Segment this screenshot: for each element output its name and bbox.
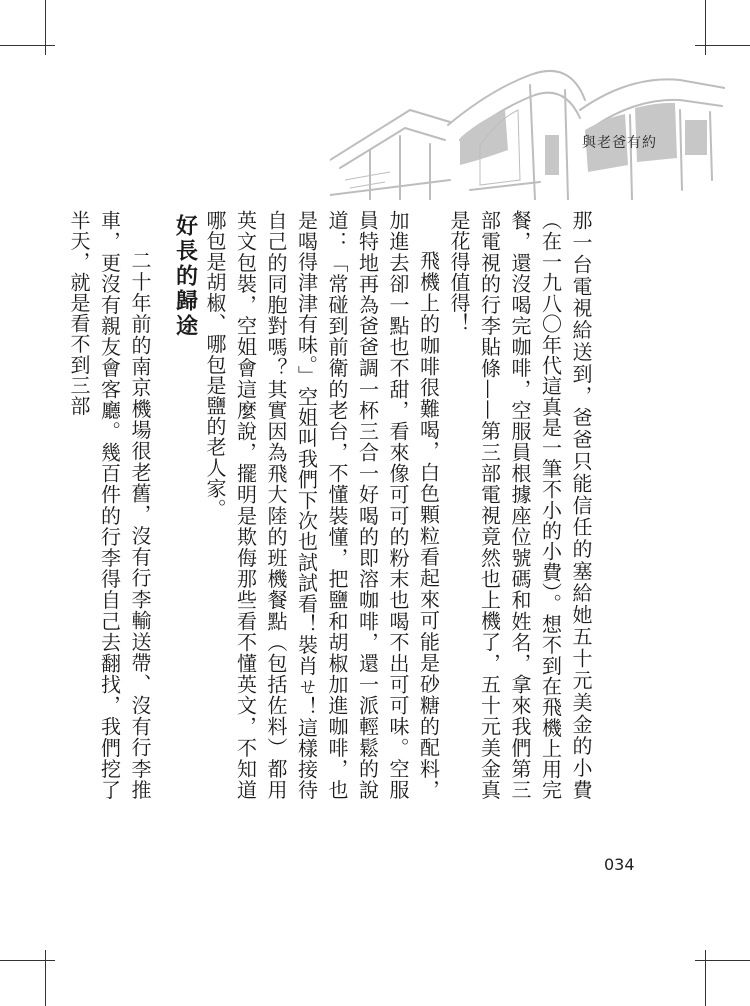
running-head: 與老爸有約 [582,135,657,151]
crop-mark [45,950,46,1006]
header-illustration [330,40,725,200]
paragraph: 飛機上的咖啡很難喝，白色顆粒看起來可能是砂糖的配料，加進去卻一點也不甜，看來像可可的粉末也喝不出可可味。空服員特地再為爸爸調一杯三合一好喝的即溶咖啡，還一派輕鬆的說道：「常碰到前衛的老台，不懂裝懂，把鹽和胡椒加進咖啡，也是喝得津津有味。」空姐叫我們下次也試試看！裝肖ㄝ！這樣接待自己的同胞對嗎？其實因為飛大陸的班機餐點（包括佐料）都用英文包裝，空姐會這麼說，擺明是欺侮那些看不懂英文，不知道哪包是胡椒、哪包是鹽的老人家。 [203,210,441,800]
crop-mark [705,950,706,1006]
crop-mark [0,960,55,961]
article-body [67,210,596,800]
page-number: 034 [604,855,635,874]
paragraph: 那一台電視給送到，爸爸只能信任的塞給她五十元美金的小費（在一九八〇年代這真是一筆不小的小費）。想不到在飛機上用完餐，還沒喝完咖啡，空服員根據座位號碼和姓名，拿來我們第三部電視的行李貼條——第三部電視竟然也上機了，五十元美金真是花得值得！ [447,210,593,800]
crop-mark [45,0,46,55]
crop-mark [695,960,750,961]
section-heading: 好長的歸途 [172,214,198,339]
crop-mark [0,45,55,46]
paragraph: 二十年前的南京機場很老舊，沒有行李輸送帶、沒有行李推車，更沒有親友會客廳。幾百件的行李得自己去翻找，我們挖了半天，就是看不到三部 [67,210,152,800]
